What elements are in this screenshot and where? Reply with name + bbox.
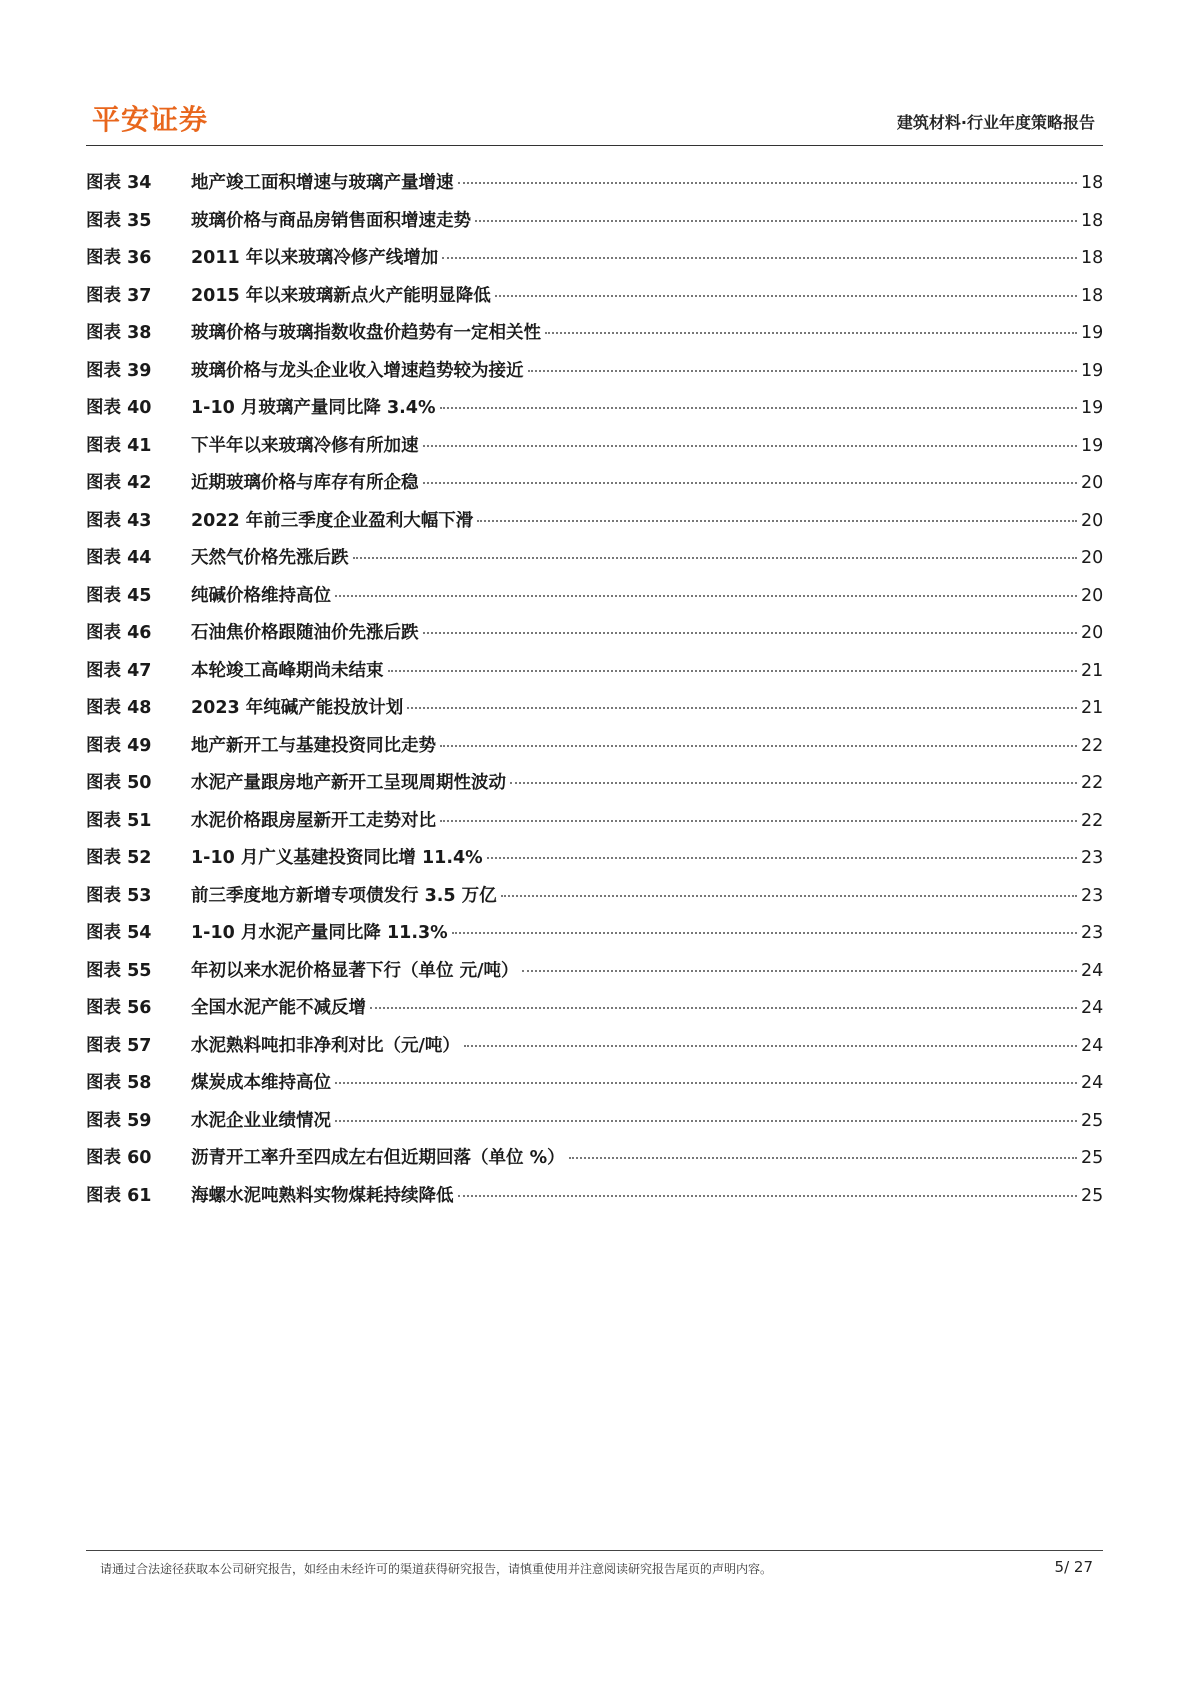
toc-entry-label: 图表 36 [86, 248, 152, 268]
toc-entry-label: 图表 41 [86, 435, 152, 456]
toc-entry-label: 图表 48 [86, 698, 152, 718]
toc-entry-title: 1-10 月水泥产量同比降 11.3% [191, 923, 448, 943]
toc-dot-leader [440, 820, 1077, 822]
toc-entry[interactable] [86, 210, 1103, 248]
toc-entry-label: 图表 58 [86, 1073, 152, 1093]
toc-dot-leader [458, 182, 1078, 184]
toc-entry[interactable] [86, 547, 1103, 585]
toc-entry-title: 下半年以来玻璃冷修有所加速 [191, 435, 419, 456]
header-divider [86, 145, 1103, 146]
toc-entry-page: 24 [1081, 998, 1104, 1018]
toc-entry[interactable] [86, 510, 1103, 548]
toc-dot-leader [458, 1195, 1078, 1197]
toc-entry-title: 水泥熟料吨扣非净利对比（元/吨） [191, 1035, 460, 1056]
toc-dot-leader [407, 707, 1077, 709]
toc-entry-page: 20 [1081, 473, 1104, 493]
toc-entry-page: 25 [1081, 1110, 1104, 1131]
toc-entry-label: 图表 53 [86, 885, 152, 906]
toc-entry-label: 图表 51 [86, 810, 152, 831]
toc-dot-leader [440, 407, 1077, 409]
toc-dot-leader [370, 1007, 1077, 1009]
toc-entry-label: 图表 57 [86, 1035, 152, 1056]
toc-entry[interactable] [86, 1185, 1103, 1223]
toc-entry-title: 1-10 月广义基建投资同比增 11.4% [191, 848, 483, 868]
toc-dot-leader [353, 557, 1078, 559]
toc-entry[interactable] [86, 247, 1103, 285]
toc-entry-page: 24 [1081, 1035, 1104, 1056]
toc-dot-leader [495, 295, 1077, 297]
toc-entry[interactable] [86, 1035, 1103, 1073]
toc-entry-title: 石油焦价格跟随油价先涨后跌 [191, 623, 419, 643]
toc-entry-page: 23 [1081, 848, 1104, 868]
toc-entry-title: 水泥产量跟房地产新开工呈现周期性波动 [191, 773, 506, 793]
toc-entry-label: 图表 46 [86, 623, 152, 643]
toc-entry-page: 19 [1081, 360, 1104, 381]
toc-entry[interactable] [86, 922, 1103, 960]
toc-entry-label: 图表 54 [86, 923, 152, 943]
toc-entry-title: 水泥企业业绩情况 [191, 1110, 331, 1131]
toc-entry-page: 20 [1081, 623, 1104, 643]
toc-entry-page: 19 [1081, 323, 1104, 343]
toc-entry[interactable] [86, 697, 1103, 735]
page-number: 5/ 27 [1054, 1558, 1093, 1576]
toc-entry-title: 地产新开工与基建投资同比走势 [191, 735, 436, 756]
toc-entry[interactable] [86, 810, 1103, 848]
toc-entry-title: 水泥价格跟房屋新开工走势对比 [191, 810, 436, 831]
toc-entry-page: 24 [1081, 1073, 1104, 1093]
toc-entry-page: 19 [1081, 435, 1104, 456]
toc-entry-title: 玻璃价格与龙头企业收入增速趋势较为接近 [191, 360, 524, 381]
toc-entry-title: 玻璃价格与商品房销售面积增速走势 [191, 210, 471, 231]
toc-dot-leader [335, 595, 1077, 597]
toc-entry-page: 19 [1081, 398, 1104, 418]
toc-entry[interactable] [86, 997, 1103, 1035]
toc-entry-title: 煤炭成本维持高位 [191, 1073, 331, 1093]
toc-entry-label: 图表 34 [86, 173, 152, 193]
toc-entry[interactable] [86, 960, 1103, 998]
toc-dot-leader [388, 670, 1078, 672]
toc-entry[interactable] [86, 172, 1103, 210]
toc-entry-title: 地产竣工面积增速与玻璃产量增速 [191, 173, 454, 193]
toc-entry-title: 前三季度地方新增专项债发行 3.5 万亿 [191, 885, 497, 906]
footer-disclaimer: 请通过合法途径获取本公司研究报告，如经由未经许可的渠道获得研究报告，请慎重使用并注意阅读研究报告尾页的声明内容。 [100, 1562, 773, 1576]
toc-entry-title: 沥青开工率升至四成左右但近期回落（单位 %） [191, 1148, 565, 1168]
toc-entry-page: 20 [1081, 585, 1104, 606]
toc-entry-label: 图表 50 [86, 773, 152, 793]
toc-entry-page: 25 [1081, 1148, 1104, 1168]
toc-entry-page: 21 [1081, 698, 1104, 718]
toc-entry[interactable] [86, 735, 1103, 773]
toc-entry-title: 近期玻璃价格与库存有所企稳 [191, 473, 419, 493]
toc-dot-leader [440, 745, 1077, 747]
toc-dot-leader [423, 482, 1078, 484]
toc-entry[interactable] [86, 1072, 1103, 1110]
toc-dot-leader [545, 332, 1077, 334]
toc-entry-label: 图表 38 [86, 323, 152, 343]
toc-entry-label: 图表 55 [86, 960, 152, 981]
toc-dot-leader [487, 857, 1077, 859]
toc-entry-page: 20 [1081, 548, 1104, 568]
toc-entry-page: 21 [1081, 660, 1104, 681]
toc-entry[interactable] [86, 322, 1103, 360]
toc-dot-leader [569, 1157, 1077, 1159]
toc-entry-label: 图表 49 [86, 735, 152, 756]
toc-dot-leader [475, 220, 1077, 222]
toc-dot-leader [528, 370, 1078, 372]
toc-entry-label: 图表 35 [86, 210, 152, 231]
toc-dot-leader [335, 1082, 1077, 1084]
toc-entry[interactable] [86, 885, 1103, 923]
toc-entry[interactable] [86, 397, 1103, 435]
toc-entry-page: 23 [1081, 885, 1104, 906]
toc-dot-leader [423, 445, 1078, 447]
toc-entry[interactable] [86, 360, 1103, 398]
toc-entry-label: 图表 37 [86, 285, 152, 306]
toc-entry-page: 18 [1081, 285, 1104, 306]
toc-dot-leader [477, 520, 1077, 522]
toc-entry-label: 图表 40 [86, 398, 152, 418]
toc-entry[interactable] [86, 585, 1103, 623]
toc-entry-page: 22 [1081, 810, 1104, 831]
toc-entry-label: 图表 56 [86, 998, 152, 1018]
toc-entry-title: 全国水泥产能不减反增 [191, 998, 366, 1018]
report-title: 建筑材料·行业年度策略报告 [896, 113, 1095, 132]
toc-entry-title: 天然气价格先涨后跌 [191, 548, 349, 568]
toc-entry-page: 20 [1081, 510, 1104, 531]
toc-entry[interactable] [86, 1110, 1103, 1148]
toc-entry-page: 24 [1081, 960, 1104, 981]
toc-entry-page: 25 [1081, 1185, 1104, 1206]
toc-entry-label: 图表 42 [86, 473, 152, 493]
toc-entry[interactable] [86, 435, 1103, 473]
toc-dot-leader [335, 1120, 1077, 1122]
toc-entry[interactable] [86, 660, 1103, 698]
toc-entry-label: 图表 43 [86, 510, 152, 531]
toc-entry-title: 玻璃价格与玻璃指数收盘价趋势有一定相关性 [191, 323, 541, 343]
toc-entry[interactable] [86, 472, 1103, 510]
toc-entry-page: 18 [1081, 248, 1104, 268]
toc-entry-title: 2015 年以来玻璃新点火产能明显降低 [191, 285, 491, 306]
toc-entry[interactable] [86, 772, 1103, 810]
toc-entry-label: 图表 59 [86, 1110, 152, 1131]
toc-dot-leader [522, 970, 1077, 972]
toc-entry-label: 图表 45 [86, 585, 152, 606]
toc-entry-title: 本轮竣工高峰期尚未结束 [191, 660, 384, 681]
toc-entry[interactable] [86, 847, 1103, 885]
toc-entry-title: 1-10 月玻璃产量同比降 3.4% [191, 398, 436, 418]
toc-entry-title: 2023 年纯碱产能投放计划 [191, 698, 404, 718]
toc-entry-title: 纯碱价格维持高位 [191, 585, 331, 606]
toc-entry[interactable] [86, 1147, 1103, 1185]
toc-dot-leader [452, 932, 1077, 934]
toc-entry-page: 22 [1081, 735, 1104, 756]
toc-entry-label: 图表 52 [86, 848, 152, 868]
toc-dot-leader [501, 895, 1077, 897]
toc-entry-page: 18 [1081, 173, 1104, 193]
toc-entry-page: 22 [1081, 773, 1104, 793]
toc-entry-label: 图表 60 [86, 1148, 152, 1168]
company-logo: 平安证券 [92, 103, 209, 136]
toc-entry[interactable] [86, 622, 1103, 660]
toc-dot-leader [442, 257, 1077, 259]
toc-entry-title: 2022 年前三季度企业盈利大幅下滑 [191, 510, 474, 531]
toc-entry-page: 23 [1081, 923, 1104, 943]
toc-entry-page: 18 [1081, 210, 1104, 231]
figure-index-list [86, 172, 1103, 1222]
footer-divider [86, 1550, 1103, 1551]
toc-entry-label: 图表 39 [86, 360, 152, 381]
toc-entry-title: 海螺水泥吨熟料实物煤耗持续降低 [191, 1185, 454, 1206]
toc-dot-leader [423, 632, 1078, 634]
toc-dot-leader [510, 782, 1077, 784]
toc-dot-leader [464, 1045, 1077, 1047]
toc-entry-label: 图表 47 [86, 660, 152, 681]
toc-entry-title: 2011 年以来玻璃冷修产线增加 [191, 248, 439, 268]
toc-entry-label: 图表 61 [86, 1185, 152, 1206]
toc-entry[interactable] [86, 285, 1103, 323]
toc-entry-title: 年初以来水泥价格显著下行（单位 元/吨） [191, 960, 519, 981]
toc-entry-label: 图表 44 [86, 548, 152, 568]
